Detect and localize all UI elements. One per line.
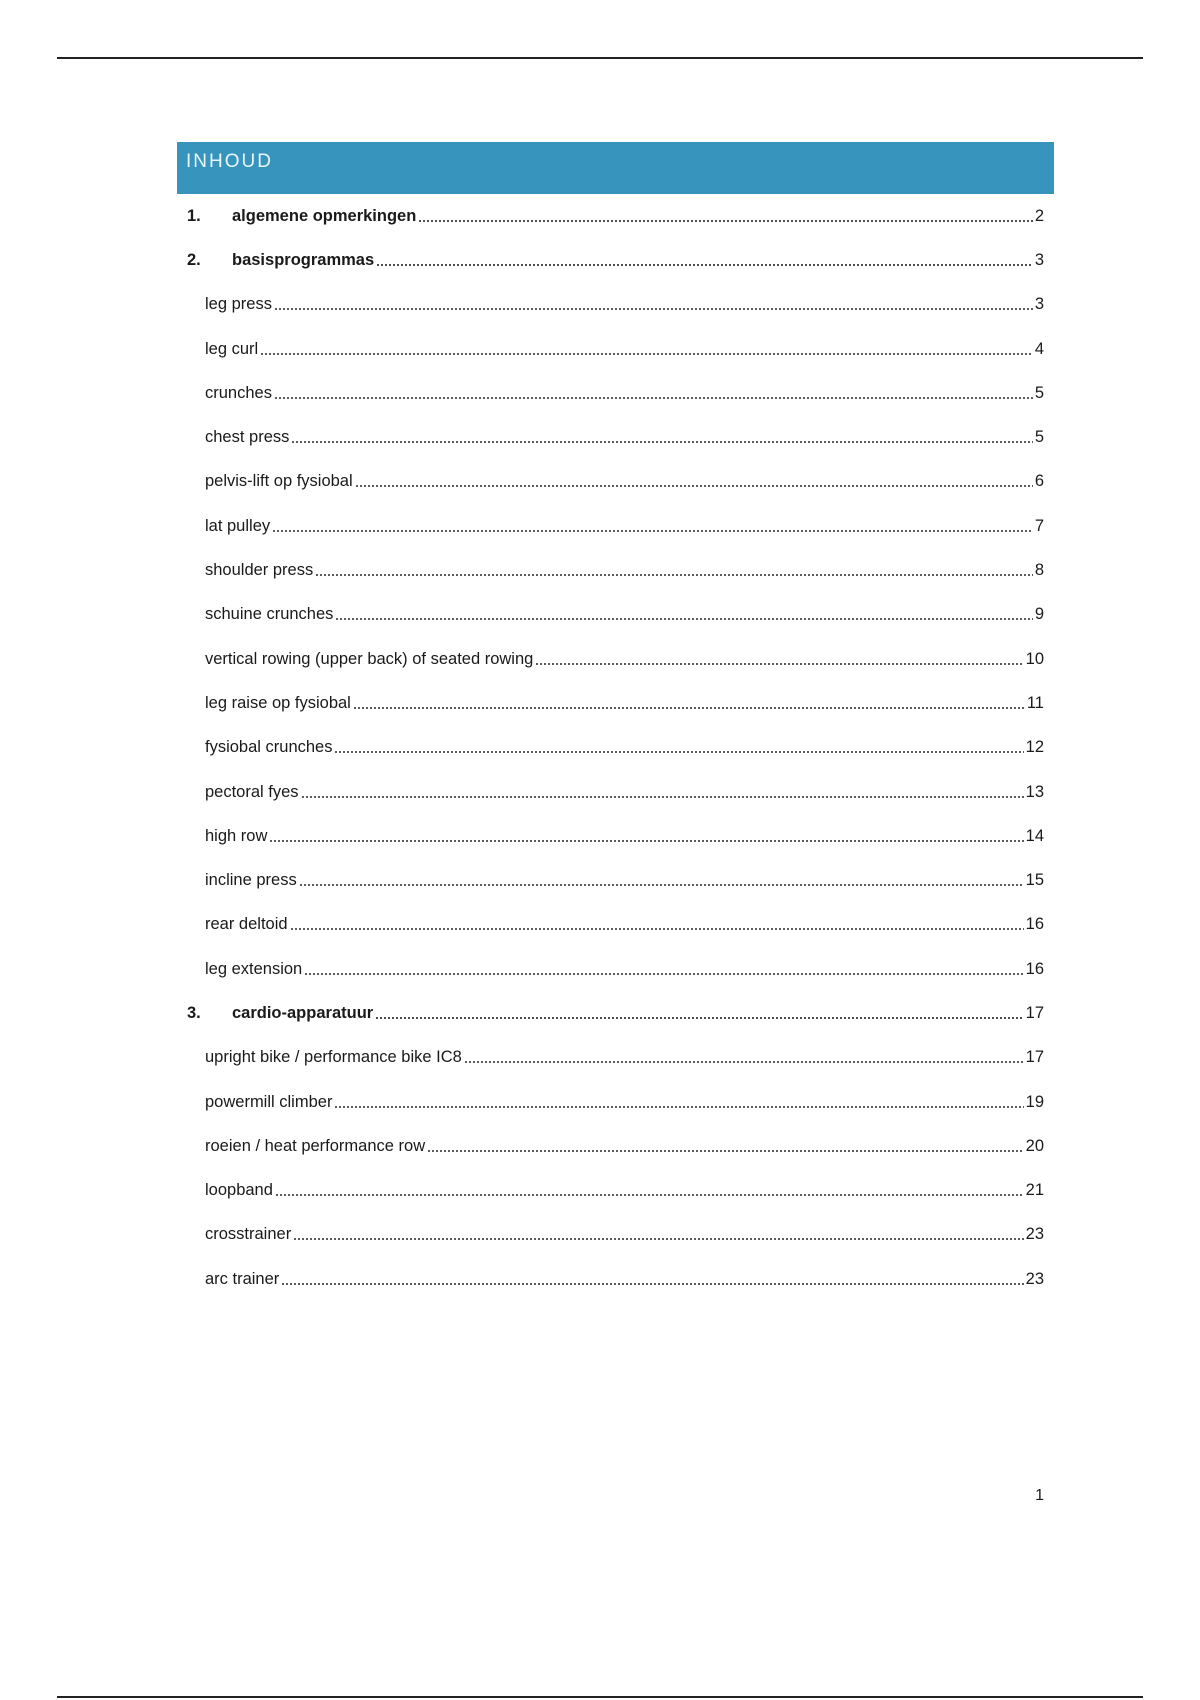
dot-leader <box>281 1283 1023 1285</box>
toc-entry-title: basisprogrammas <box>232 250 375 269</box>
toc-entry-title: leg press <box>205 295 272 314</box>
toc-entry-page: 13 <box>1025 782 1044 801</box>
toc-entry-page: 17 <box>1025 1003 1044 1022</box>
toc-entry-title: cardio-apparatuur <box>232 1003 374 1022</box>
toc-entry-title: leg extension <box>205 959 303 978</box>
toc-entry-title: powermill climber <box>205 1092 333 1111</box>
toc-entry[interactable] <box>177 460 1044 504</box>
dot-leader <box>535 663 1023 665</box>
dot-leader <box>418 220 1033 222</box>
toc-entry-number: 1. <box>187 206 201 225</box>
toc-entry-title: fysiobal crunches <box>205 738 333 757</box>
toc-heading <box>177 142 1054 194</box>
toc-entry-title: shoulder press <box>205 561 314 580</box>
toc-entry[interactable] <box>177 1213 1044 1257</box>
toc-entry[interactable] <box>177 1036 1044 1080</box>
toc-entry-title: leg curl <box>205 339 259 358</box>
toc-entry-title: arc trainer <box>205 1269 280 1288</box>
dot-leader <box>274 397 1033 399</box>
toc-entry-page: 12 <box>1025 738 1044 757</box>
toc-entry-title: algemene opmerkingen <box>232 206 417 225</box>
toc-entry-title: schuine crunches <box>205 605 334 624</box>
toc-heading-text: INHOUD <box>186 151 273 172</box>
toc-entry[interactable] <box>177 858 1044 902</box>
dot-leader <box>274 308 1033 310</box>
dot-leader <box>291 441 1032 443</box>
toc-entry-page: 23 <box>1025 1225 1044 1244</box>
toc-entry[interactable] <box>177 548 1044 592</box>
toc-entry[interactable] <box>177 1080 1044 1124</box>
toc-entry[interactable] <box>177 1257 1044 1301</box>
toc-entry-page: 6 <box>1034 472 1044 491</box>
toc-entry[interactable] <box>177 1169 1044 1213</box>
dot-leader <box>299 884 1024 886</box>
toc-entry-page: 16 <box>1025 959 1044 978</box>
toc-entry-page: 11 <box>1026 693 1044 712</box>
toc-entry-page: 19 <box>1025 1092 1044 1111</box>
toc-entry-title: loopband <box>205 1181 273 1200</box>
toc-entry-title: chest press <box>205 428 290 447</box>
toc-entry[interactable] <box>177 593 1044 637</box>
dot-leader <box>304 973 1023 975</box>
bottom-rule <box>57 1696 1143 1698</box>
toc-entry-page: 17 <box>1025 1048 1044 1067</box>
dot-leader <box>260 353 1033 355</box>
toc-entry[interactable] <box>177 283 1044 327</box>
dot-leader <box>275 1194 1024 1196</box>
toc-entry[interactable] <box>177 726 1044 770</box>
toc-entry-title: roeien / heat performance row <box>205 1136 426 1155</box>
toc-entry-page: 5 <box>1034 383 1044 402</box>
toc-entry-page: 10 <box>1025 649 1044 668</box>
toc-entry[interactable] <box>177 415 1044 459</box>
toc-entry[interactable] <box>177 947 1044 991</box>
toc-entry-page: 23 <box>1025 1269 1044 1288</box>
toc-entry-title: incline press <box>205 871 297 890</box>
toc-entry-page: 9 <box>1034 605 1044 624</box>
toc-entry-page: 5 <box>1034 428 1044 447</box>
dot-leader <box>269 840 1023 842</box>
dot-leader <box>272 530 1033 532</box>
toc-entry-page: 20 <box>1025 1136 1044 1155</box>
toc-entry[interactable] <box>177 903 1044 947</box>
dot-leader <box>427 1150 1024 1152</box>
toc-entry[interactable] <box>177 238 1044 282</box>
page-number: 1 <box>1035 1487 1044 1504</box>
toc-entry[interactable] <box>177 681 1044 725</box>
toc-entry-title: lat pulley <box>205 516 271 535</box>
dot-leader <box>376 264 1033 266</box>
toc-entry-page: 3 <box>1034 295 1044 314</box>
toc-entry-title: pectoral fyes <box>205 782 299 801</box>
toc-entry-page: 8 <box>1034 561 1044 580</box>
toc-entry[interactable] <box>177 991 1044 1035</box>
toc-entry-number: 2. <box>187 250 201 269</box>
toc-entry-page: 21 <box>1025 1181 1044 1200</box>
toc-entry-page: 14 <box>1025 826 1044 845</box>
toc-entry[interactable] <box>177 194 1044 238</box>
toc-entry[interactable] <box>177 371 1044 415</box>
dot-leader <box>301 796 1024 798</box>
dot-leader <box>334 751 1023 753</box>
toc-entry-page: 15 <box>1025 871 1044 890</box>
toc-entry-title: pelvis-lift op fysiobal <box>205 472 353 491</box>
toc-entry-title: rear deltoid <box>205 915 288 934</box>
toc-entry[interactable] <box>177 1124 1044 1168</box>
toc-entry[interactable] <box>177 637 1044 681</box>
dot-leader <box>334 1106 1023 1108</box>
toc-entry[interactable] <box>177 327 1044 371</box>
toc-entry-title: high row <box>205 826 268 845</box>
dot-leader <box>315 574 1033 576</box>
toc-entry[interactable] <box>177 814 1044 858</box>
dot-leader <box>375 1017 1023 1019</box>
dot-leader <box>464 1061 1024 1063</box>
toc-entry-page: 4 <box>1034 339 1044 358</box>
toc-entry-page: 3 <box>1034 250 1044 269</box>
table-of-contents <box>177 194 1044 1301</box>
toc-entry[interactable] <box>177 770 1044 814</box>
dot-leader <box>353 707 1025 709</box>
dot-leader <box>293 1238 1023 1240</box>
dot-leader <box>355 485 1033 487</box>
toc-entry-title: upright bike / performance bike IC8 <box>205 1048 462 1067</box>
top-rule <box>57 57 1143 59</box>
toc-entry-page: 16 <box>1025 915 1044 934</box>
toc-entry-title: crunches <box>205 383 272 402</box>
toc-entry-number: 3. <box>187 1003 201 1022</box>
toc-entry-title: vertical rowing (upper back) of seated rowing <box>205 649 534 668</box>
toc-entry-page: 2 <box>1034 206 1044 225</box>
toc-entry-page: 7 <box>1034 516 1044 535</box>
dot-leader <box>290 928 1024 930</box>
dot-leader <box>335 618 1032 620</box>
toc-entry-title: crosstrainer <box>205 1225 292 1244</box>
toc-entry[interactable] <box>177 504 1044 548</box>
toc-entry-title: leg raise op fysiobal <box>205 693 351 712</box>
